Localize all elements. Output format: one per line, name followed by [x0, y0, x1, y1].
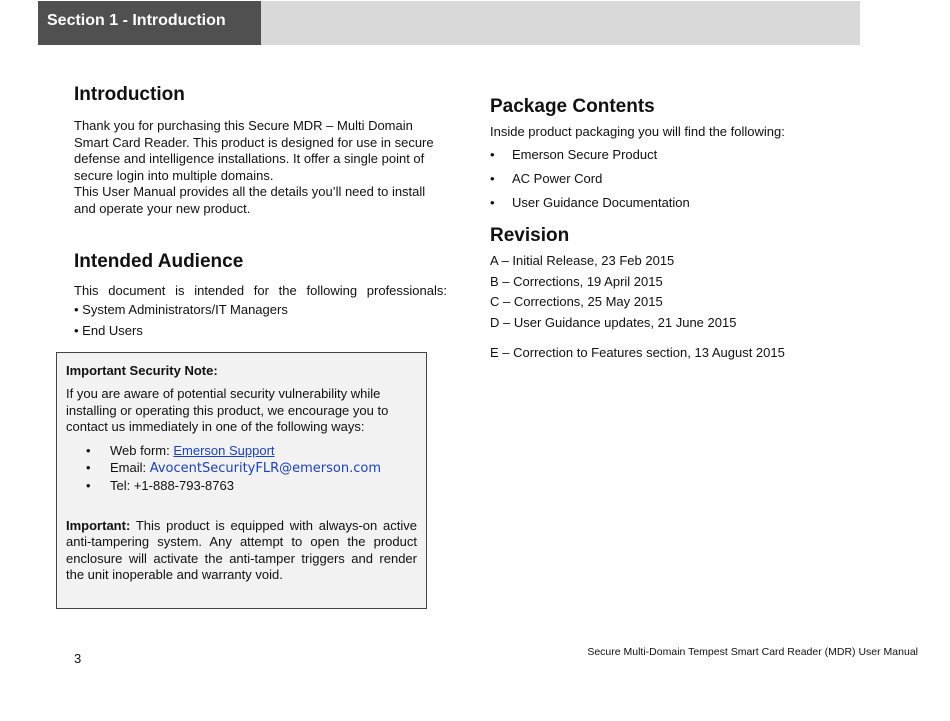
revision-entry: E – Correction to Features section, 13 August 2015	[490, 344, 785, 360]
package-intro: Inside product packaging you will find the following:	[490, 124, 785, 139]
document-title-footer: Secure Multi-Domain Tempest Smart Card Reader (MDR) User Manual	[587, 646, 918, 658]
left-column	[74, 84, 447, 340]
contact-email: • Email: AvocentSecurityFLR@emerson.com	[66, 459, 417, 477]
audience-intro: This document is intended for the following professionals:	[74, 283, 447, 298]
right-column	[490, 96, 910, 363]
audience-item: • System Administrators/IT Managers	[74, 301, 288, 317]
security-note-body: If you are aware of potential security vulnerability while installing or operating this product, we encourage you to contact us immediately in one of the following ways:	[66, 386, 389, 434]
page-number: 3	[74, 651, 82, 666]
security-note-box	[56, 352, 427, 609]
revision-entry: D – User Guidance updates, 21 June 2015	[490, 314, 737, 330]
security-note-title: Important Security Note:	[66, 363, 218, 378]
section-title: Section 1 - Introduction	[38, 1, 261, 45]
revision-heading: Revision	[490, 224, 570, 246]
package-item: • User Guidance Documentation	[490, 191, 910, 215]
important-label: Important:	[66, 517, 131, 533]
package-heading: Package Contents	[490, 96, 655, 117]
revision-entry: C – Corrections, 25 May 2015	[490, 293, 663, 309]
package-item: • Emerson Secure Product	[490, 143, 910, 167]
emerson-support-link[interactable]: Emerson Support	[173, 442, 275, 458]
revision-entry: A – Initial Release, 23 Feb 2015	[490, 252, 675, 268]
introduction-paragraph: Thank you for purchasing this Secure MDR – Multi Domain Smart Card Reader. This product is designed for use in secure defense and intelligence installations. It offer a single point of secure login into multiple domains.	[74, 118, 434, 183]
revision-entry: B – Corrections, 19 April 2015	[490, 273, 663, 289]
contact-list	[66, 442, 417, 494]
contact-web: • Web form: Emerson Support	[66, 442, 417, 459]
introduction-heading: Introduction	[74, 84, 185, 105]
introduction-paragraph-2: This User Manual provides all the details you’ll need to install and operate your new product.	[74, 184, 426, 216]
security-email-link[interactable]: AvocentSecurityFLR@emerson.com	[149, 460, 381, 476]
package-item: • AC Power Cord	[490, 167, 910, 191]
audience-heading: Intended Audience	[74, 251, 244, 272]
package-list	[490, 143, 910, 215]
audience-item: • End Users	[74, 323, 143, 338]
contact-tel: • Tel: +1-888-793-8763	[66, 477, 417, 494]
important-warning: Important: This product is equipped with always-on active anti-tampering system. Any attempt to open the product enclosure will activate the anti-tamper triggers and render the unit inoperable and warranty void.	[66, 517, 417, 582]
